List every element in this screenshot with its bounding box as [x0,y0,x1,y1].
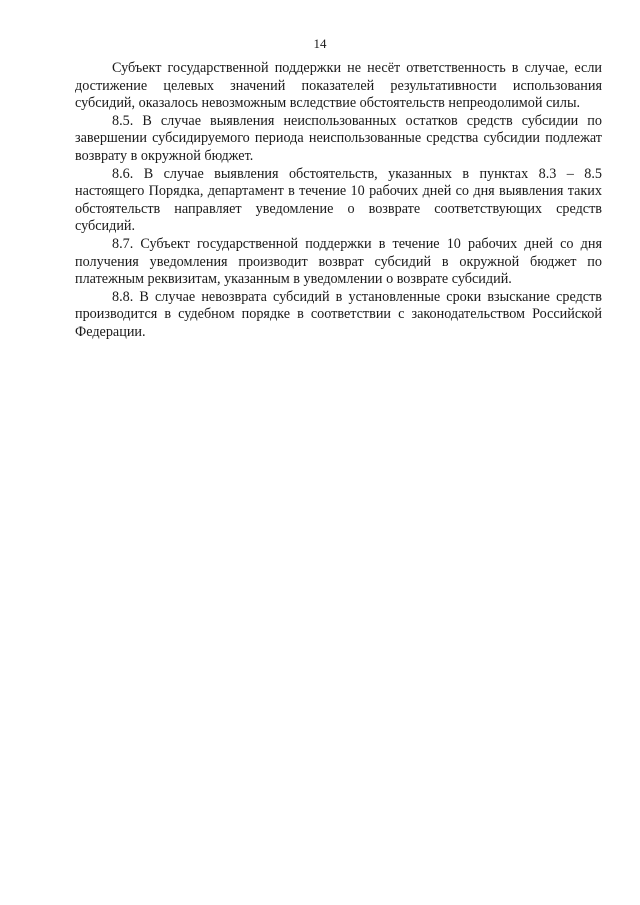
paragraph-force-majeure: Субъект государственной поддержки не несёт ответственность в случае, если достижение целевых значений показателей результативности использования субсидий, оказалось невозможным вследствие обстоятельств непреодолимой силы. [75,60,602,112]
document-body [75,60,602,342]
paragraph-8-8: 8.8. В случае невозврата субсидий в установленные сроки взыскание средств производится в судебном порядке в соответствии с законодательством Российской Федерации. [75,288,602,340]
page-number: 14 [313,36,327,51]
paragraph-8-5: 8.5. В случае выявления неиспользованных остатков средств субсидии по завершении субсидируемого периода неиспользованные средства субсидии подлежат возврату в окружной бюджет. [75,112,602,164]
paragraph-8-6: 8.6. В случае выявления обстоятельств, указанных в пунктах 8.3 – 8.5 настоящего Порядка, департамент в течение 10 рабочих дней со дня выявления таких обстоятельств направляет уведомление о возврате соответствующих средств субсидий. [75,165,602,235]
paragraph-8-7: 8.7. Субъект государственной поддержки в течение 10 рабочих дней со дня получения уведомления производит возврат субсидий в окружной бюджет по платежным реквизитам, указанным в уведомлении о возврате субсидий. [75,235,602,288]
